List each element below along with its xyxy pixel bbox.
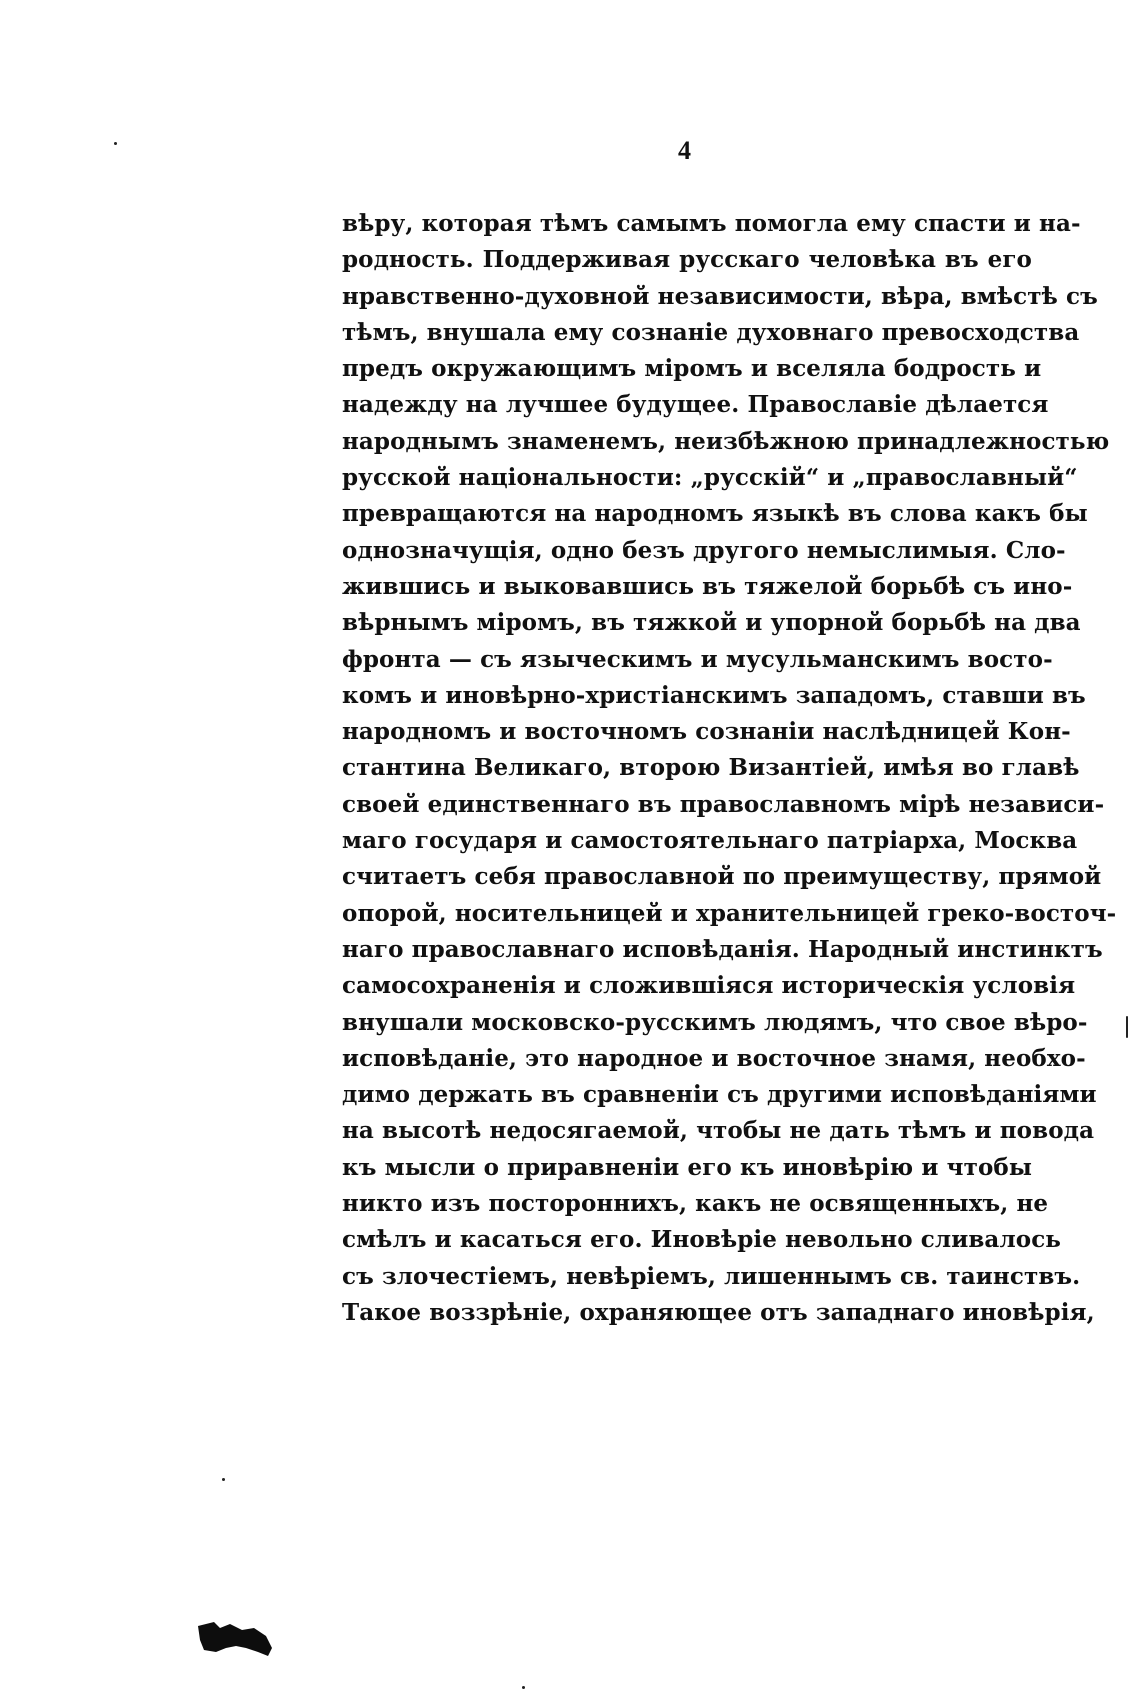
scan-speck (522, 1686, 525, 1689)
text-line: съ злочестіемъ, невѣріемъ, лишеннымъ св. таинствъ. (342, 1262, 1081, 1290)
text-line: комъ и иновѣрно-христіанскимъ западомъ, ставши въ (342, 681, 1086, 709)
text-line: исповѣданіе, это народное и восточное знамя, необхо- (342, 1044, 1086, 1072)
scan-speck (114, 142, 117, 145)
text-line: вѣрнымъ міромъ, въ тяжкой и упорной борьбѣ на два (342, 609, 1081, 637)
scan-speck (1126, 1016, 1128, 1038)
text-line: къ мысли о приравненіи его къ иновѣрію и чтобы (342, 1153, 1032, 1181)
scan-speck (222, 1478, 225, 1481)
text-line: вѣру, которая тѣмъ самымъ помогла ему спасти и на- (342, 210, 1081, 237)
text-line: на высотѣ недосягаемой, чтобы не дать тѣмъ и повода (342, 1117, 1095, 1145)
text-line: жившись и выковавшись въ тяжелой борьбѣ съ ино- (342, 572, 1073, 600)
text-line: маго государя и самостоятельнаго патріарха, Москва (342, 827, 1078, 855)
text-line: смѣлъ и касаться его. Иновѣріе невольно сливалось (342, 1226, 1062, 1254)
ink-blot (196, 1618, 274, 1658)
text-line: считаетъ себя православной по преимуществу, прямой (342, 863, 1102, 891)
text-line: родность. Поддерживая русскаго человѣка въ его (342, 246, 1032, 274)
text-line: надежду на лучшее будущее. Православіе дѣлается (342, 391, 1049, 419)
text-line: предъ окружающимъ міромъ и вселяла бодрость и (342, 355, 1042, 383)
text-line: Такое воззрѣніе, охраняющее отъ западнаго иновѣрія, (342, 1298, 1095, 1326)
text-line: своей единственнаго въ православномъ мірѣ независи- (342, 790, 1105, 818)
text-line: внушали московско-русскимъ людямъ, что свое вѣро- (342, 1008, 1088, 1036)
text-line: фронта — съ языческимъ и мусульманскимъ восто- (342, 645, 1053, 673)
text-line: превращаются на народномъ языкѣ въ слова какъ бы (342, 500, 1088, 528)
text-line: димо держать въ сравненіи съ другими исповѣданіями (342, 1081, 1097, 1109)
text-line: однозначущія, одно безъ другого немыслимыя. Сло- (342, 536, 1066, 564)
text-line: народномъ и восточномъ сознаніи наслѣдницей Кон- (342, 718, 1071, 746)
text-line: нравственно-духовной независимости, вѣра, вмѣстѣ съ (342, 282, 1098, 310)
text-line: народнымъ знаменемъ, неизбѣжною принадлежностью (342, 427, 1110, 455)
text-line: самосохраненія и сложившіяся историческія условія (342, 972, 1076, 1000)
text-line: опорой, носительницей и хранительницей греко-восточ- (342, 899, 1117, 927)
body-text (342, 206, 1117, 1331)
text-line: наго православнаго исповѣданія. Народный инстинктъ (342, 935, 1103, 963)
text-line: стантина Великаго, второю Византіей, имѣя во главѣ (342, 754, 1080, 782)
page-number: 4 (678, 136, 691, 165)
text-line: тѣмъ, внушала ему сознаніе духовнаго превосходства (342, 318, 1080, 346)
text-line: никто изъ посторонниxъ, какъ не освященныхъ, не (342, 1190, 1049, 1218)
text-line: русской національности: „русскій“ и „православный“ (342, 464, 1078, 492)
